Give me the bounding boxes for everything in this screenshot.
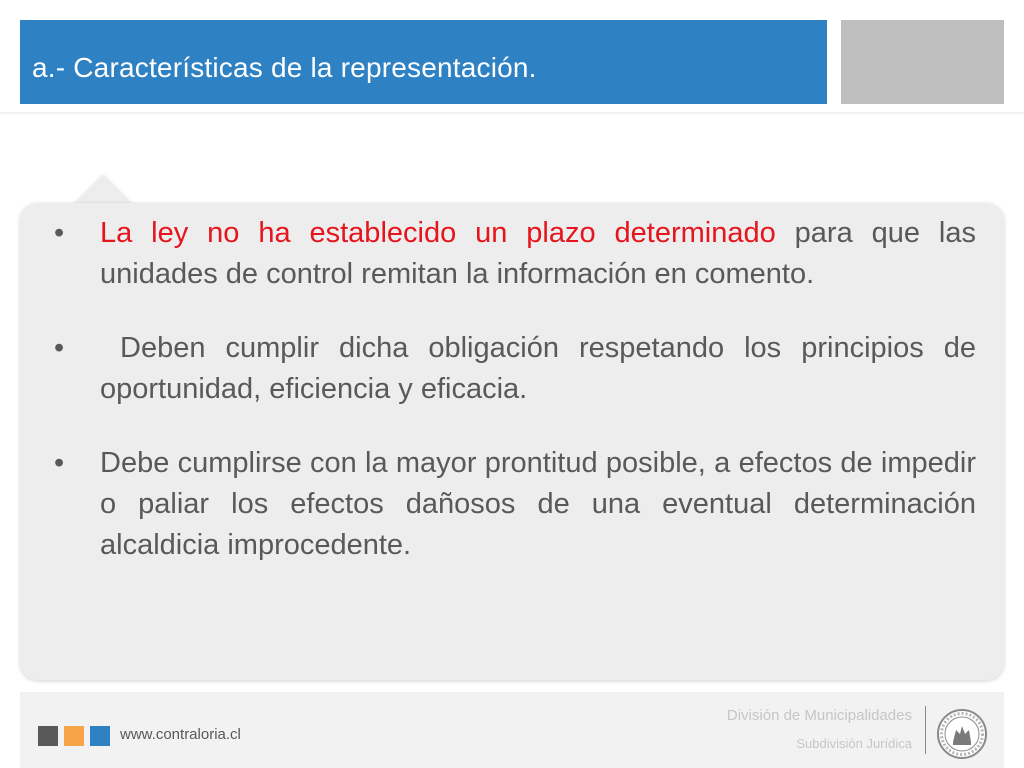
footer-square-orange [64, 726, 84, 746]
bullet-highlight: La ley no ha establecido un plazo determinado [100, 217, 776, 249]
bullet-symbol: • [54, 332, 65, 364]
contraloria-seal-icon [936, 708, 988, 760]
divider [0, 112, 1024, 114]
slide-title: a.- Características de la representación. [32, 52, 537, 83]
bullet-item [54, 443, 976, 566]
title-bar [20, 20, 827, 104]
bullet-item [54, 213, 976, 295]
footer-square-blue [90, 726, 110, 746]
bullet-text: para que las unidades de control remitan la información en comento. [100, 217, 976, 290]
footer-square-grey [38, 726, 58, 746]
subdivision-name: Subdivisión Jurídica [796, 736, 912, 751]
website-link[interactable]: www.contraloria.cl [120, 726, 241, 743]
bullet-text: Debe cumplirse con la mayor prontitud posible, a efectos de impedir o paliar los efectos dañosos de una eventual determinación alcaldicia improcedente. [100, 447, 976, 561]
bullet-text: Deben cumplir dicha obligación respetando los principios de oportunidad, eficiencia y eficacia. [100, 332, 985, 405]
division-name: División de Municipalidades [726, 707, 912, 724]
footer [20, 692, 1004, 768]
bullet-list [54, 213, 985, 599]
bullet-item [54, 328, 985, 410]
footer-divider [925, 706, 926, 754]
bullet-symbol: • [54, 447, 65, 479]
bullet-symbol: • [54, 217, 65, 249]
header-grey-block [841, 20, 1004, 104]
